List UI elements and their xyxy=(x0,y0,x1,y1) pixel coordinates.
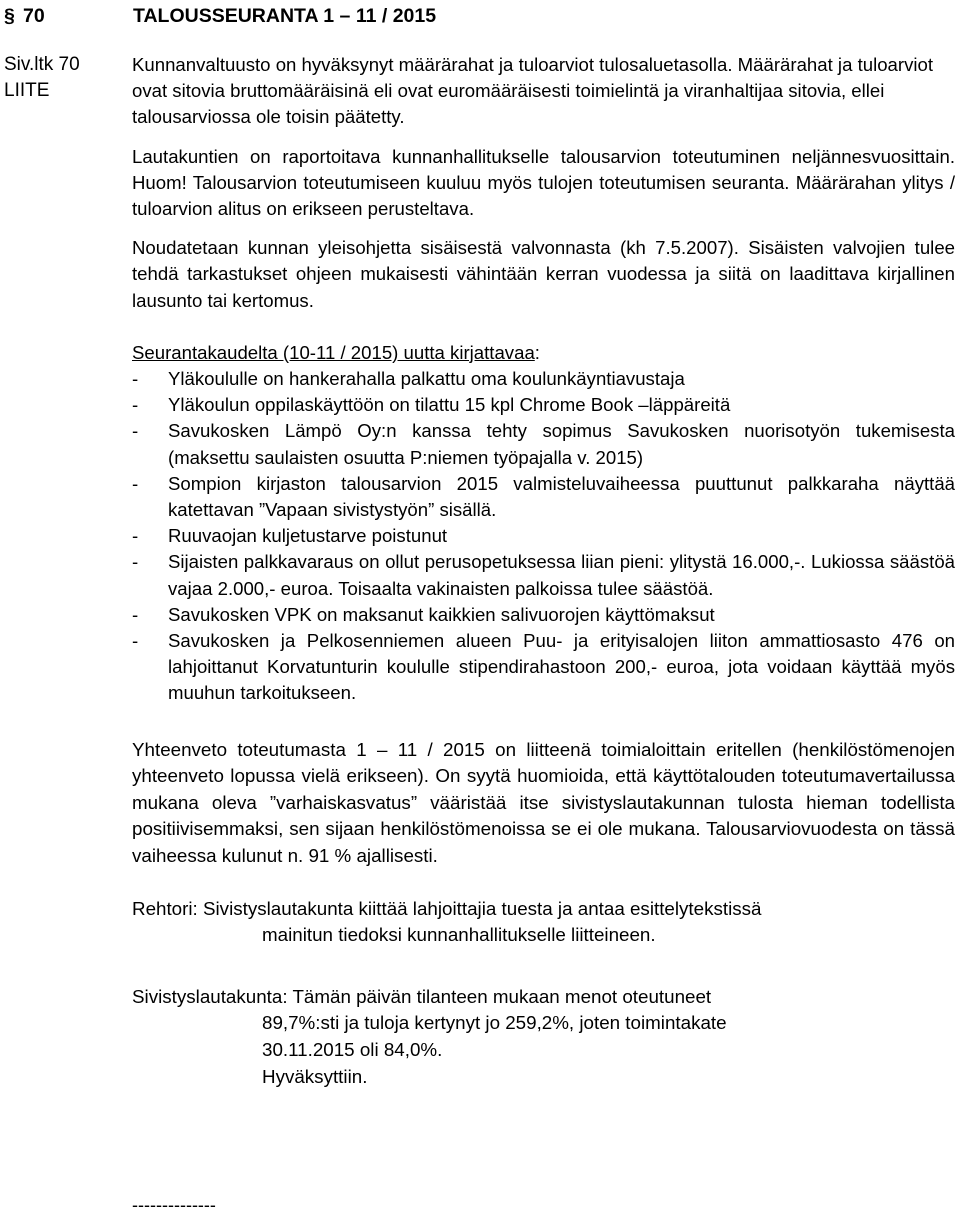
dash-mark: - xyxy=(132,368,139,390)
decision-line-1 xyxy=(132,984,955,1011)
list-item-text: Savukosken ja Pelkosenniemen alueen Puu- ja erityisalojen liiton ammattiosasto 476 on lahjoittanut Korvatunturin koululle stipendirahastoon 200,- euroa, jota voidaan käyttää myös muuhun tarkoitukseen. xyxy=(168,630,955,704)
section-symbol: § xyxy=(4,5,15,27)
list-item xyxy=(132,471,955,523)
dash-mark: - xyxy=(132,525,139,547)
list-item-text: Sijaisten palkkavaraus on ollut perusopetuksessa liian pieni: ylitystä 16.000,-. Lukiossa säästöä vajaa 2.000,- euroa. Toisaalta vakinaisten palkoissa tulee säästöä. xyxy=(168,551,955,599)
list-item-text: Yläkoulun oppilaskäyttöön on tilattu 15 kpl Chrome Book –läppäreitä xyxy=(168,394,731,416)
section-number: 70 xyxy=(23,5,45,27)
period-heading-text: Seurantakaudelta (10-11 / 2015) uutta kirjattavaa xyxy=(132,341,535,363)
dash-mark: - xyxy=(132,420,139,442)
list-item xyxy=(132,628,955,707)
section-header xyxy=(4,4,944,28)
decision-block xyxy=(132,984,955,1090)
dash-mark: - xyxy=(132,603,139,625)
intro-paragraph-3: Noudatetaan kunnan yleisohjetta sisäisestä valvonnasta (kh 7.5.2007). Sisäisten valvojien tulee tehdä tarkastukset ohjeen mukaisesti vähintään kerran vuodessa ja siitä on laadittava kirjallinen lausunto tai kertomus. xyxy=(132,237,955,311)
dash-mark: - xyxy=(132,394,139,416)
list-item xyxy=(132,602,955,628)
section-title: TALOUSSEURANTA 1 – 11 / 2015 xyxy=(133,5,437,27)
proposal-label: Rehtori: xyxy=(132,897,198,919)
main-content xyxy=(132,52,955,1090)
list-item xyxy=(132,392,955,418)
dash-mark: - xyxy=(132,551,139,573)
proposal-text: Sivistyslautakunta kiittää lahjoittajia tuesta ja antaa esittelytekstissä xyxy=(202,897,762,919)
list-item xyxy=(132,366,955,392)
period-heading-colon: : xyxy=(534,341,540,363)
footer-separator: -------------- xyxy=(132,1195,216,1215)
list-item xyxy=(132,549,955,601)
list-item xyxy=(132,418,955,470)
decision-line-4: Hyväksyttiin. xyxy=(262,1065,368,1087)
list-item-text: Sompion kirjaston talousarvion 2015 valmisteluvaiheessa puuttunut palkkaraha näyttää katettavan ”Vapaan sivistystyön” sisällä. xyxy=(168,472,955,521)
decision-text: Tämän päivän tilanteen mukaan menot oteutuneet xyxy=(292,985,712,1007)
list-item xyxy=(132,523,955,549)
decision-line-3: 30.11.2015 oli 84,0%. xyxy=(262,1039,443,1061)
proposal-line-1 xyxy=(132,896,955,923)
dash-mark: - xyxy=(132,472,139,494)
decision-line-2: 89,7%:sti ja tuloja kertynyt jo 259,2%, joten toimintakate xyxy=(262,1012,727,1034)
list-item-text: Ruuvaojan kuljetustarve poistunut xyxy=(168,525,448,547)
list-item-text: Yläkoululle on hankerahalla palkattu oma koulunkäyntiavustaja xyxy=(168,368,685,390)
sidebar-attachment: LIITE xyxy=(4,80,50,101)
period-list xyxy=(132,366,955,707)
period-heading xyxy=(132,340,955,366)
intro-paragraph-2: Lautakuntien on raportoitava kunnanhallitukselle talousarvion toteutuminen neljännesvuosittain. Huom! Talousarvion toteutumiseen kuuluu myös tulojen toteutumisen seuranta. Määrärahan ylitys / tuloarvion alitus on erikseen perusteltava. xyxy=(132,145,955,220)
list-item-text: Savukosken Lämpö Oy:n kanssa tehty sopimus Savukosken nuorisotyön tukemisesta (maksettu saulaisten osuutta P:niemen työpajalla v. 2015) xyxy=(168,420,955,468)
summary-paragraph: Yhteenveto toteutumasta 1 – 11 / 2015 on liitteenä toimialoittain eritellen (henkilöstömenojen yhteenveto lopussa vielä erikseen). On syytä huomioida, että käyttötalouden toteutumavertailussa mukana oleva ”varhaiskasvatus” vääristää itse sivistyslautakunnan tulosta hieman todellista positiivisemmaksi, sen sijaan henkilöstömenoissa se ei ole mukana. Talousarviovuodesta on tässä vaiheessa kulunut n. 91 % ajallisesti. xyxy=(132,738,955,867)
proposal-block xyxy=(132,896,955,949)
dash-mark: - xyxy=(132,630,139,652)
list-item-text: Savukosken VPK on maksanut kaikkien salivuorojen käyttömaksut xyxy=(168,603,715,625)
intro-paragraph-1: Kunnanvaltuusto on hyväksynyt määrärahat ja tuloarviot tulosaluetasolla. Määrärahat ja tuloarviot ovat sitovia bruttomääräisinä eli ovat euromääräisesti toimielintä ja viranhaltijaa sitovia, ellei talousarviossa ole toisin päätetty. xyxy=(132,54,934,128)
decision-label: Sivistyslautakunta: xyxy=(132,985,288,1007)
proposal-line-2: mainitun tiedoksi kunnanhallitukselle liitteineen. xyxy=(262,924,656,946)
sidebar-refs xyxy=(4,52,80,104)
sidebar-ref: Siv.ltk 70 xyxy=(4,54,80,75)
